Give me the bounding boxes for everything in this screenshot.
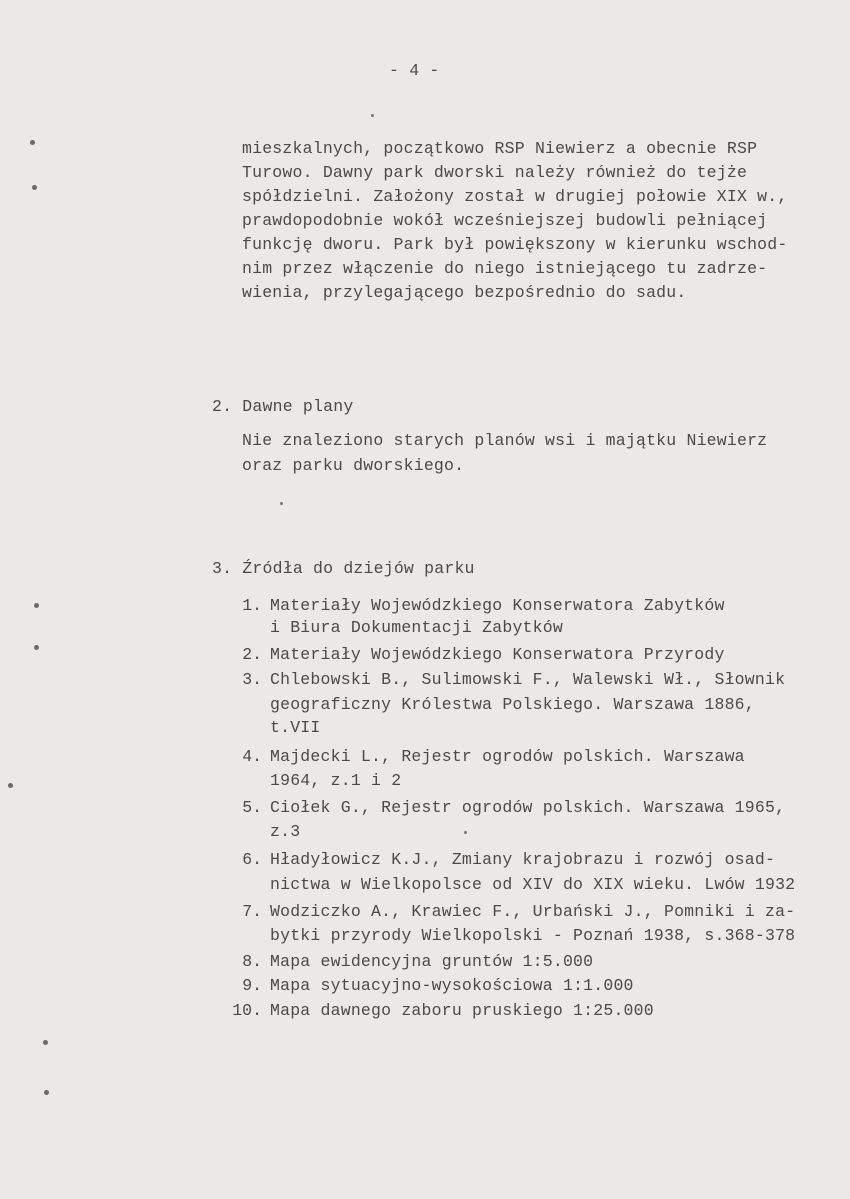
source-number: 9. <box>242 976 262 995</box>
source-number: 7. <box>242 902 262 921</box>
source-line: Hładyłowicz K.J., Zmiany krajobrazu i rozwój osad- <box>270 850 776 869</box>
source-number: 3. <box>242 670 262 689</box>
source-number: 8. <box>242 952 262 971</box>
source-number: 5. <box>242 798 262 817</box>
binder-hole <box>43 1040 48 1045</box>
source-line: nictwa w Wielkopolsce od XIV do XIX wieku. Lwów 1932 <box>270 875 796 894</box>
paragraph-line: prawdopodobnie wokół wcześniejszej budowli pełniącej <box>242 211 768 230</box>
binder-hole <box>34 603 39 608</box>
paragraph-line: nim przez włączenie do niego istniejącego tu zadrze- <box>242 259 768 278</box>
binder-hole <box>32 185 37 190</box>
source-number: 1. <box>242 596 262 615</box>
source-line: Chlebowski B., Sulimowski F., Walewski Wł., Słownik <box>270 670 786 689</box>
section-text-line: oraz parku dworskiego. <box>242 456 465 475</box>
source-number: 10. <box>232 1001 262 1020</box>
source-line: 1964, z.1 i 2 <box>270 771 402 790</box>
section-text-line: Nie znaleziono starych planów wsi i majątku Niewierz <box>242 431 768 450</box>
source-line: i Biura Dokumentacji Zabytków <box>270 618 563 637</box>
ink-speck <box>280 502 283 505</box>
paragraph-line: mieszkalnych, początkowo RSP Niewierz a obecnie RSP <box>242 139 758 158</box>
source-line: Mapa sytuacyjno-wysokościowa 1:1.000 <box>270 976 634 995</box>
source-number: 6. <box>242 850 262 869</box>
ink-speck <box>371 114 374 117</box>
source-line: Materiały Wojewódzkiego Konserwatora Zabytków <box>270 596 725 615</box>
section-heading: 3. Źródła do dziejów parku <box>212 559 475 578</box>
source-line: Majdecki L., Rejestr ogrodów polskich. Warszawa <box>270 747 745 766</box>
source-line: bytki przyrody Wielkopolski - Poznań 1938, s.368-378 <box>270 926 796 945</box>
section-heading: 2. Dawne plany <box>212 397 354 416</box>
source-number: 2. <box>242 645 262 664</box>
source-number: 4. <box>242 747 262 766</box>
source-line: geograficzny Królestwa Polskiego. Warszawa 1886, <box>270 695 755 714</box>
source-line: Ciołek G., Rejestr ogrodów polskich. Warszawa 1965, <box>270 798 786 817</box>
paragraph-line: funkcję dworu. Park był powiększony w kierunku wschod- <box>242 235 788 254</box>
ink-speck <box>464 831 467 834</box>
binder-hole <box>30 140 35 145</box>
source-line: z.3 <box>270 822 301 841</box>
page-number: - 4 - <box>389 61 440 80</box>
binder-hole <box>44 1090 49 1095</box>
source-line: Materiały Wojewódzkiego Konserwatora Przyrody <box>270 645 725 664</box>
paragraph-line: spółdzielni. Założony został w drugiej połowie XIX w., <box>242 187 788 206</box>
source-line: Mapa dawnego zaboru pruskiego 1:25.000 <box>270 1001 654 1020</box>
source-line: Mapa ewidencyjna gruntów 1:5.000 <box>270 952 594 971</box>
binder-hole <box>8 783 13 788</box>
paragraph-line: Turowo. Dawny park dworski należy również do tejże <box>242 163 748 182</box>
paragraph-line: wienia, przylegającego bezpośrednio do sadu. <box>242 283 687 302</box>
source-line: t.VII <box>270 718 321 737</box>
source-line: Wodziczko A., Krawiec F., Urbański J., Pomniki i za- <box>270 902 796 921</box>
binder-hole <box>34 645 39 650</box>
